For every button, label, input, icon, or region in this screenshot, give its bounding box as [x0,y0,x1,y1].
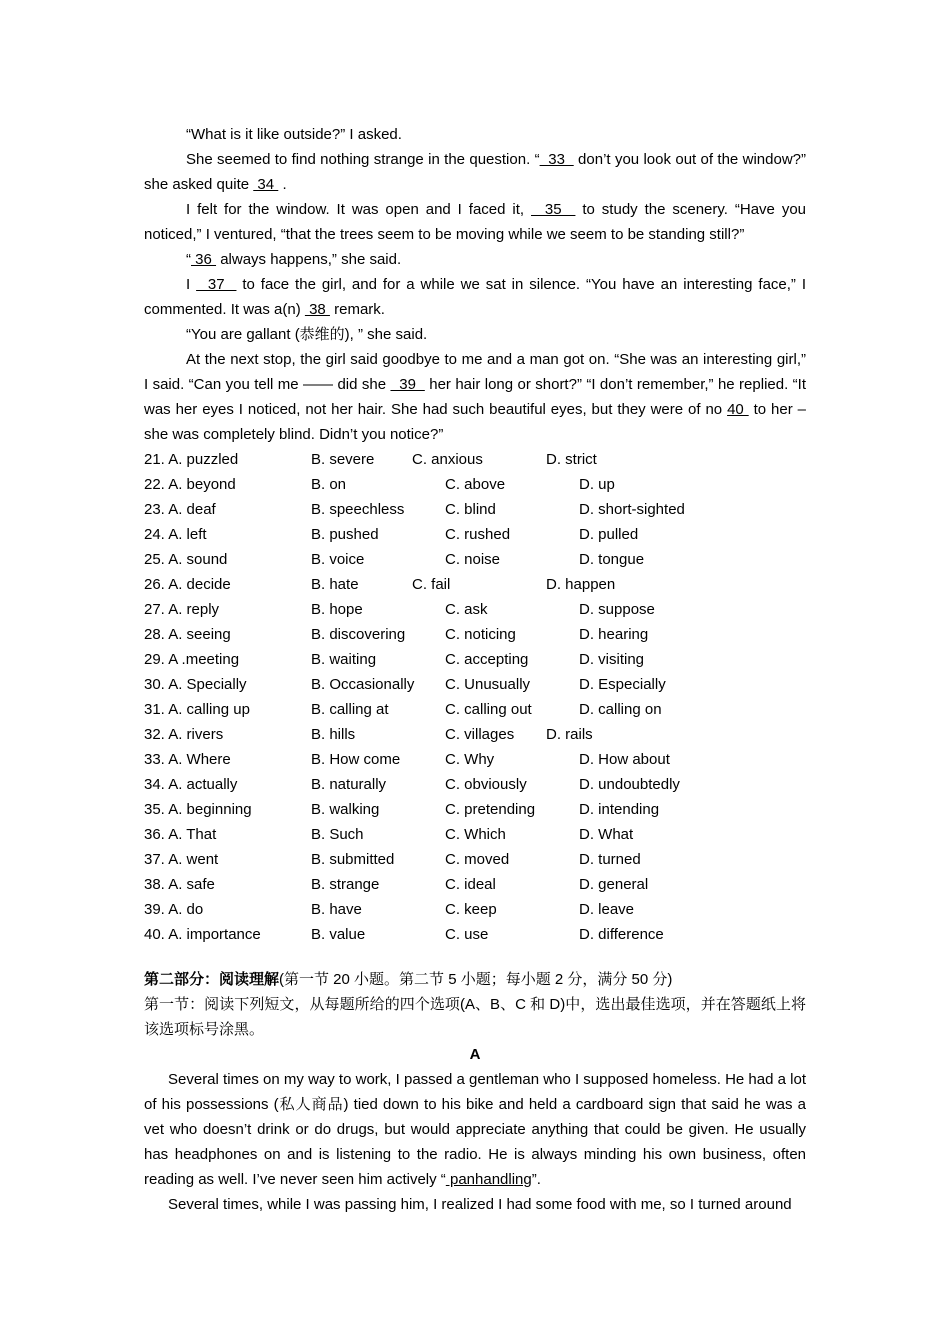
option-b: B. walking [311,801,380,818]
question-number-option-a: 23. A. deaf [144,501,216,518]
option-c: C. obviously [445,776,527,793]
option-c: C. Why [445,751,495,768]
option-d: D. rails [546,726,593,743]
passage-paragraph: “You are gallant (恭维的), ” she said. [186,326,428,343]
option-c: C. keep [445,901,497,918]
option-c: C. moved [445,851,510,868]
option-b: B. Such [311,826,364,843]
option-b: B. discovering [311,626,406,643]
option-d: D. up [579,476,615,493]
option-row [144,697,806,722]
question-number-option-a: 39. A. do [144,901,204,918]
options-list [144,447,806,947]
option-c: C. calling out [445,701,532,718]
option-d: D. suppose [579,601,655,618]
option-b: B. pushed [311,526,379,543]
question-number-option-a: 36. A. That [144,826,217,843]
option-c: C. noticing [445,626,516,643]
section-title-bold: 第二部分：阅读理解 [144,971,280,988]
option-row [144,547,806,572]
option-c: C. fail [412,576,451,593]
option-c: C. Unusually [445,676,531,693]
blank-36: 36 [191,251,217,268]
blank-38: 38 [304,301,330,318]
option-d: D. undoubtedly [579,776,680,793]
option-c: C. ask [445,601,488,618]
option-b: B. naturally [311,776,387,793]
option-c: C. Which [445,826,506,843]
option-d: D. turned [579,851,641,868]
passage-text: “ [186,251,191,268]
option-b: B. speechless [311,501,405,518]
option-d: D. happen [546,576,616,593]
option-row [144,797,806,822]
blank-37: 37 [196,276,237,293]
passage-text: I [186,276,197,293]
option-d: D. intending [579,801,660,818]
passage-text: her hair long or short?” “I don’t remember,” he replied. “It was her eyes I noticed, not her hair. She had such beautiful eyes, but they were of no [144,376,806,418]
passage-text: to her – she was completely blind. Didn’t you notice?” [144,401,806,443]
option-row [144,622,806,647]
option-b: B. waiting [311,651,377,668]
passage-text: to face the girl, and for a while we sat in silence. “You have an interesting face,” I commented. It was a(n) [144,276,806,318]
option-row [144,472,806,497]
document-page [144,122,806,1217]
question-number-option-a: 25. A. sound [144,551,228,568]
option-b: B. strange [311,876,380,893]
passage-paragraph [144,247,806,272]
passage-paragraph [144,147,806,197]
option-c: C. accepting [445,651,529,668]
passage-text: . [278,176,287,193]
option-row [144,672,806,697]
option-row [144,772,806,797]
question-number-option-a: 30. A. Specially [144,676,247,693]
option-row [144,522,806,547]
option-d: D. visiting [579,651,645,668]
option-d: D. Especially [579,676,666,693]
passage-text: At the next stop, the girl said goodbye to me and a man got on. “She was an interesting girl,” I said. “Can you tell me —— did she [144,351,806,393]
option-d: D. What [579,826,634,843]
option-d: D. tongue [579,551,645,568]
section-instruction: 第一节：阅读下列短文，从每题所给的四个选项(A、B、C 和 D)中，选出最佳选项，并在答题纸上将该选项标号涂黑。 [144,996,806,1038]
option-b: B. hate [311,576,359,593]
question-number-option-a: 22. A. beyond [144,476,236,493]
reading-text: ”. [531,1171,541,1188]
blank-33: 33 [539,151,574,168]
option-d: D. leave [579,901,635,918]
option-c: C. anxious [412,451,483,468]
option-row [144,897,806,922]
option-b: B. severe [311,451,375,468]
question-number-option-a: 31. A. calling up [144,701,250,718]
option-row [144,822,806,847]
reading-text: Several times on my way to work, I passed a gentleman who I supposed homeless. He had a lot of his possessions (私人商品) tied down to his bike and held a cardboard sign that said he was a vet who doesn’t drink or do drugs, but would appreciate anything that could be given. He usually has headphones on and is listening to the radio. He is always minding his own business, often reading as well. I’ve never seen him actively “ [144,1071,806,1188]
option-d: D. general [579,876,649,893]
option-row [144,447,806,472]
passage-paragraph: “What is it like outside?” I asked. [186,126,402,143]
reading-paragraph [144,1067,806,1192]
question-number-option-a: 34. A. actually [144,776,238,793]
question-number-option-a: 24. A. left [144,526,207,543]
option-b: B. calling at [311,701,389,718]
blank-39: 39 [390,376,425,393]
blank-40: 40 [727,401,749,418]
option-c: C. above [445,476,506,493]
passage-text: I felt for the window. It was open and I faced it, [186,201,532,218]
passage-paragraph [144,272,806,322]
option-b: B. hope [311,601,363,618]
passage-text: to study the scenery. “Have you noticed,” I ventured, “that the trees seem to be moving while we seem to be standing still?” [144,201,807,243]
option-d: D. pulled [579,526,639,543]
section-title [144,967,806,992]
passage-paragraph [144,197,806,247]
option-c: C. noise [445,551,501,568]
option-d: D. How about [579,751,670,768]
option-row [144,572,806,597]
question-number-option-a: 35. A. beginning [144,801,252,818]
option-b: B. Occasionally [311,676,415,693]
option-d: D. strict [546,451,597,468]
option-d: D. short-sighted [579,501,685,518]
option-b: B. voice [311,551,365,568]
option-row [144,872,806,897]
blank-35: 35 [531,201,576,218]
option-c: C. blind [445,501,496,518]
question-number-option-a: 29. A .meeting [144,651,240,668]
option-d: D. hearing [579,626,649,643]
option-row [144,497,806,522]
question-number-option-a: 27. A. reply [144,601,220,618]
question-number-option-a: 21. A. puzzled [144,451,239,468]
passage-text: She seemed to find nothing strange in the question. “ [186,151,540,168]
question-number-option-a: 32. A. rivers [144,726,224,743]
option-row [144,597,806,622]
question-number-option-a: 28. A. seeing [144,626,231,643]
option-row [144,647,806,672]
question-number-option-a: 26. A. decide [144,576,231,593]
option-c: C. villages [445,726,515,743]
passage-text: don’t you look out of the window?” she asked quite [144,151,806,193]
option-b: B. have [311,901,362,918]
passage-paragraph [144,347,806,447]
passage-heading: A [469,1046,481,1063]
section-title-rest: (第一节 20 小题。第二节 5 小题；每小题 2 分，满分 50 分) [279,971,673,988]
question-number-option-a: 38. A. safe [144,876,215,893]
option-d: D. calling on [579,701,662,718]
option-c: C. pretending [445,801,536,818]
question-number-option-a: 40. A. importance [144,926,261,943]
option-row [144,722,806,747]
question-number-option-a: 37. A. went [144,851,219,868]
option-c: C. use [445,926,489,943]
option-row [144,847,806,872]
option-b: B. How come [311,751,401,768]
option-c: C. rushed [445,526,511,543]
option-b: B. hills [311,726,356,743]
option-row [144,747,806,772]
passage-text: remark. [329,301,385,318]
passage-text: always happens,” she said. [216,251,402,268]
question-number-option-a: 33. A. Where [144,751,231,768]
option-b: B. on [311,476,347,493]
option-c: C. ideal [445,876,496,893]
option-b: B. value [311,926,366,943]
option-b: B. submitted [311,851,395,868]
reading-paragraph: Several times, while I was passing him, I realized I had some food with me, so I turned around [168,1196,792,1213]
option-row [144,922,806,947]
blank-34: 34 [253,176,279,193]
option-d: D. difference [579,926,664,943]
underlined-word: panhandling [445,1171,532,1188]
